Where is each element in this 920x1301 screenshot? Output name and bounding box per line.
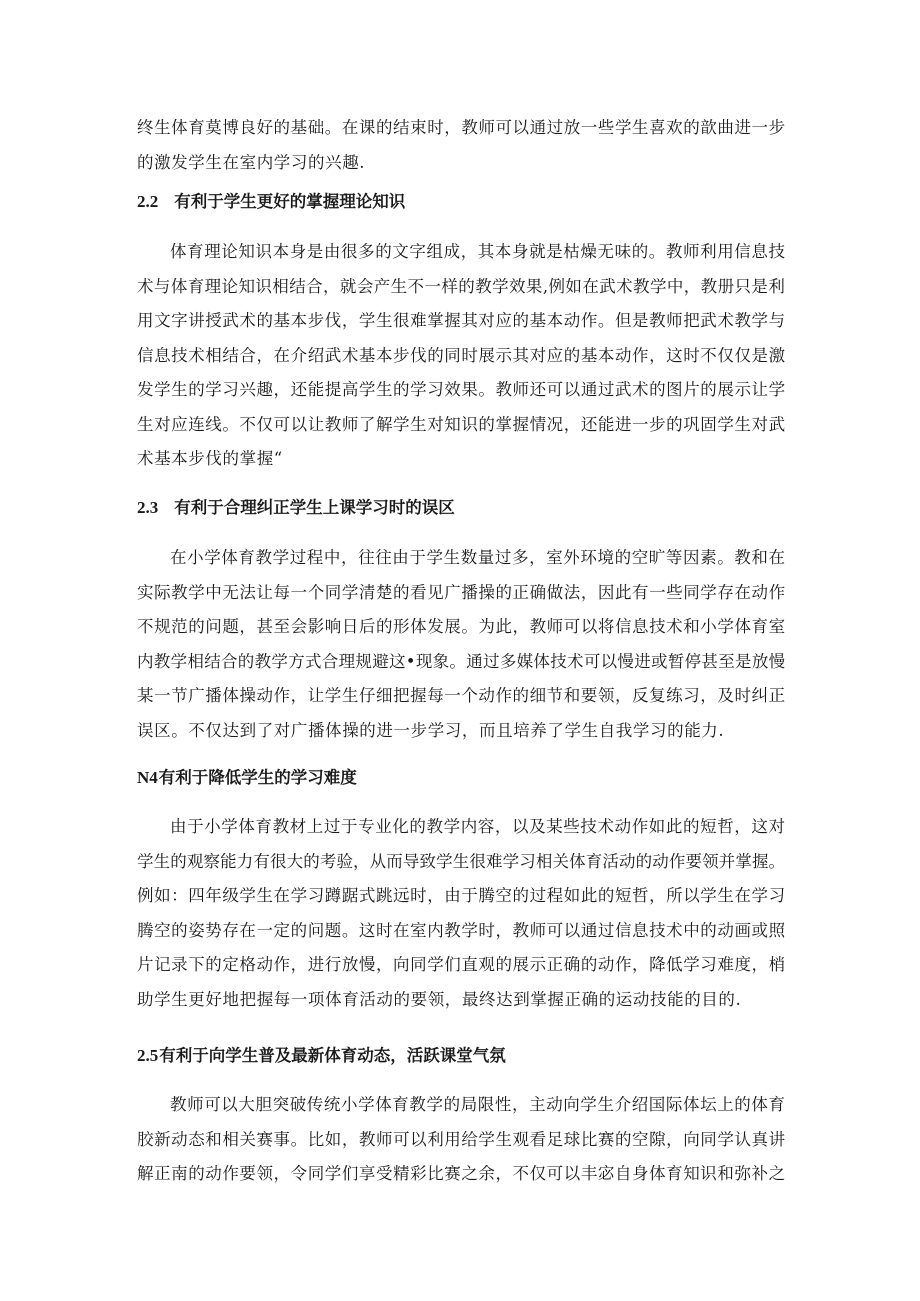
section-title: 有利于降低学生的学习难度 — [158, 768, 357, 787]
section-title: 有利于学生更好的掌握理论知识 — [174, 192, 406, 211]
paragraph-line: 术与体育理论知识相结合，就会产生不一样的教学效果,例如在武术教学中，教册只是利 — [137, 276, 786, 296]
section-heading-2-3 — [137, 496, 785, 520]
section-number: N4 — [137, 768, 158, 787]
paragraph-line: 实际教学中无法让每一个同学清楚的看见广播操的正确做法，因此有一些同学存在动作 — [137, 582, 786, 602]
paragraph-line: 例如：四年级学生在学习蹲踞式跳远时，由于腾空的过程如此的短哲，所以学生在学习 — [137, 886, 786, 905]
paragraph-line: 的激发学生在室内学习的兴趣. — [137, 152, 366, 172]
section-heading-2-2 — [137, 190, 785, 214]
section-number: 2.5 — [137, 1046, 159, 1065]
paragraph-line: 由于小学体育教材上过于专业化的教学内容，以及某些技术动作如此的短哲，这对 — [170, 817, 786, 836]
paragraph-2-3 — [137, 541, 785, 748]
paragraph-line: 教师可以大胆突破传统小学体育教学的局限性，主动向学生介绍国际体坛上的体育 — [170, 1095, 786, 1114]
paragraph-line: 术基本步伐的掌握“ — [137, 449, 283, 468]
paragraph-line: 内教学相结合的教学方式合理规避这•现象。通过多媒体技术可以慢进或暂停甚至是放慢 — [137, 651, 786, 671]
paragraph-line: 某一节广播体操动作，让学生仔细把握每一个动作的细节和要领，反复练习，及时纠正 — [137, 686, 786, 705]
paragraph-line: 误区。不仅达到了对广播体操的进一步学习，而且培养了学生自我学习的能力. — [137, 720, 725, 740]
paragraph-line: 在小学体育教学过程中，往往由于学生数量过多，室外环境的空旷等因素。教和在 — [170, 548, 786, 567]
paragraph-line: 腾空的姿势存在一定的问题。这时在室内教学时，教师可以通过信息技术中的动画或照 — [137, 920, 786, 940]
paragraph-2-2 — [137, 235, 785, 477]
paragraph-intro-continued — [137, 111, 785, 180]
paragraph-line: 片记录下的定格动作，进行放慢，向同学们直观的展示正确的动作，降低学习难度，梢 — [137, 955, 786, 974]
section-heading-2-5 — [137, 1044, 785, 1068]
section-title: 有利于合理纠正学生上课学习时的误区 — [174, 498, 455, 517]
paragraph-line: 终生体育莫博良好的基础。在课的结束时，教师可以通过放一些学生喜欢的歆曲进一步 — [137, 118, 786, 137]
paragraph-line: 助学生更好地把握每一项体育活动的要领，最终达到掌握正确的运动技能的目的. — [137, 989, 742, 1009]
paragraph-line: 发学生的学习兴趣，还能提高学生的学习效果。教师还可以通过武术的图片的展示让学 — [137, 380, 786, 399]
section-heading-2-4 — [137, 766, 785, 790]
paragraph-line: 解正南的动作要领，令同学们享受精彩比赛之余，不仅可以丰宓自身体育知识和弥补之 — [137, 1164, 786, 1183]
paragraph-line: 生对应连线。不仅可以让教师了解学生对知识的掌握情况，还能进一步的巩固学生对武 — [137, 414, 786, 434]
section-number: 2.2 — [137, 192, 159, 211]
paragraph-line: 体育理论知识本身是由很多的文字组成，其本身就是枯燥无味的。教师利用信息技 — [170, 242, 786, 261]
paragraph-line: 学生的观察能力有很大的考验，从而导致学生很难学习相关体育活动的动作要领并掌握。 — [137, 851, 786, 871]
paragraph-2-5 — [137, 1088, 785, 1192]
paragraph-line: 用文字讲授武术的基本步伐，学生很难掌握其对应的基本动作。但是教师把武术教学与 — [137, 311, 786, 330]
paragraph-line: 信息技术相结合，在介绍武术基本步伐的同时展示其对应的基本动作，这时不仅仅是激 — [137, 345, 786, 365]
paragraph-line: 胶新动态和相关赛事。比如，教师可以利用给学生观看足球比赛的空隙，向同学认真讲 — [137, 1129, 786, 1149]
section-number: 2.3 — [137, 498, 159, 517]
paragraph-2-4 — [137, 810, 785, 1017]
paragraph-line: 不规范的问题，甚至会影响日后的形体发展。为此，教师可以将信息技术和小学体育室 — [137, 617, 786, 636]
section-title: 有利于向学生普及最新体育动态，活跃课堂气氛 — [159, 1046, 506, 1065]
